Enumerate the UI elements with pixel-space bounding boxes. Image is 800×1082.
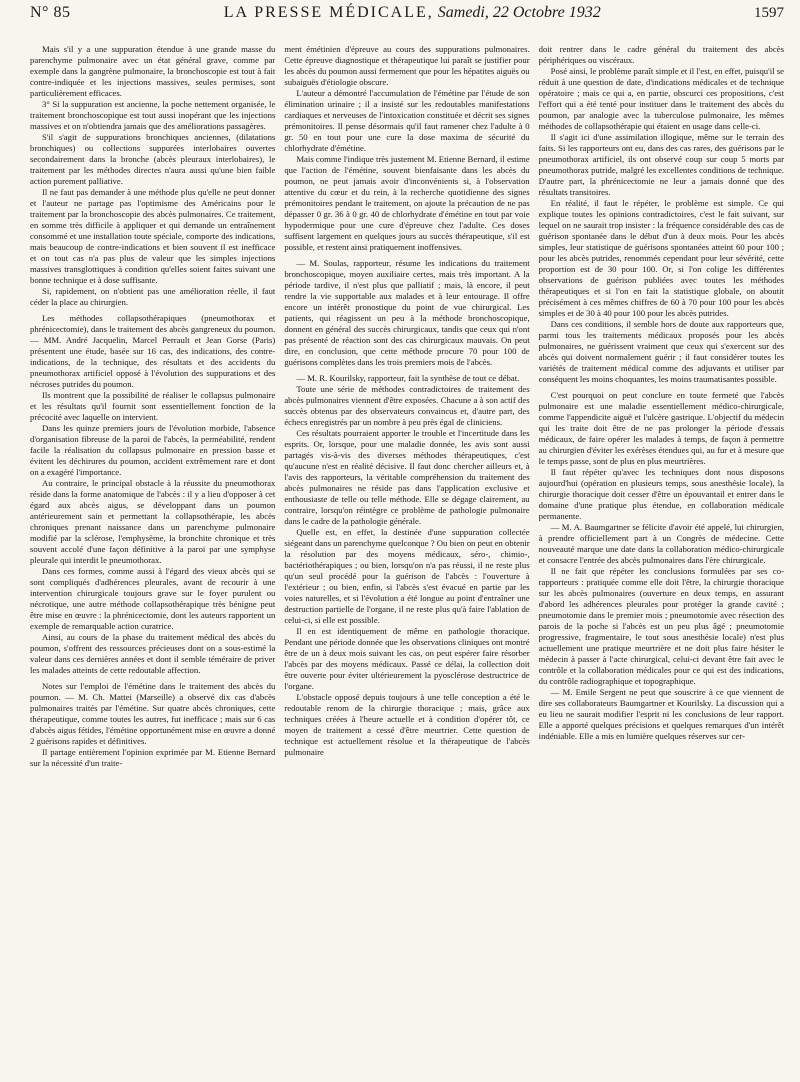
paragraph: Il partage entièrement l'opinion exprimée par M. Etienne Bernard sur la nécessité d'un traite- <box>30 747 276 768</box>
paragraph: ment émétinien d'épreuve au cours des suppurations pulmonaires. Cette épreuve diagnostique et thérapeutique lui paraît se justifier pour les abcès du poumon aussi fermement que pour les hépatites aiguës ou subaiguës d'étiologie obscure. <box>284 44 530 87</box>
paragraph: Notes sur l'emploi de l'émétine dans le traitement des abcès du poumon. — M. Ch. Mattei (Marseille) a observé dix cas d'abcès pulmonaires traités par l'émétine. Sur quatre abcès chroniques, cette thérapeutique, comme toutes les autres, fut inefficace ; mais sur 6 cas d'abcès aigus fétides, l'émétine opportunément mise en œuvre a donné 2 guérisons rapides et définitives. <box>30 681 276 746</box>
paragraph: Posé ainsi, le problème paraît simple et il l'est, en effet, puisqu'il se réduit à une question de date, d'indications médicales et de technique opératoire ; mais ce qui a, en partie, obscurci ces propositions, c'est l'effort qui a été tenté pour instituer dans le traitement des abcès du poumon, par analogie avec la tuberculose pulmonaire, les mêmes méthodes de collapsothérapie qui étaient en usage dans celle-ci. <box>538 66 784 131</box>
paragraph: Il faut répéter qu'avec les techniques dont nous disposons aujourd'hui (opération en plusieurs temps, sous anesthésie locale), la chirurgie thoracique doit cesser d'être un épouvantail et entrer dans le domaine d'une pratique plus étendue, en collaboration médicale permanente. <box>538 467 784 521</box>
paragraph: Il ne faut pas demander à une méthode plus qu'elle ne peut donner et l'auteur ne partage pas l'optimisme des Américains pour le traitement par la bronchoscopie des abcès pulmonaires. Ce traitement, en somme très difficile à appliquer et qui demande un entraînement consommé et une installation toute spéciale, comporte des indications, mais beaucoup de contre-indications et bien souvent il est inefficace et on tout cas n'a pas plus de valeur que les simples injections massives transglottiques à condition qu'elles soient faites suivant une bonne technique et à dose suffisante. <box>30 187 276 285</box>
column-middle <box>284 44 529 1076</box>
paragraph: Dans ces conditions, il semble hors de doute aux rapporteurs que, parmi tous les traitements médicaux proposés pour les abcès pulmonaires, ne guérissent vraiment que ceux qui s'exercent sur des abcès qui doivent normalement guérir ; il faut considérer toutes les variétés de traitement médical comme des adjuvants et utiliser par conséquent les moins choquantes, les moins traumatisantes possible. <box>538 319 784 384</box>
journal-title: LA PRESSE MÉDICALE <box>223 4 428 21</box>
paragraph: — M. R. Kourilsky, rapporteur, fait la synthèse de tout ce débat. <box>296 373 520 383</box>
paragraph: Au contraire, le principal obstacle à la réussite du pneumothorax réside dans la forme anatomique de l'abcès : il y a lieu d'opposer à cet égard aux abcès aigus, se développant dans un poumon antérieurement sain et permettant la collapsothérapie, les abcès chroniques prenant naissance dans un parenchyme pulmonaire modifié par la sclérose, l'emphysème, la bronchite chronique et très souvent accolé d'une façon définitive à la paroi par une symphyse pleurale qui interdit le pneumothorax. <box>30 478 276 565</box>
paragraph: Dans les quinze premiers jours de l'évolution morbide, l'absence d'organisation fibreuse de la paroi de l'abcès, la perméabilité, rendent facile la réalisation du collapsus pulmonaire en pression basse et évitent les déchirures du poumon, accident extrêmement rare et dont on a exagéré l'importance. <box>30 423 276 477</box>
paragraph: Mais comme l'indique très justement M. Etienne Bernard, il estime que l'action de l'émétine, souvent bienfaisante dans les abcès du poumon, ne peut jamais avoir d'inconvénients si, à l'observation attentive du cœur et du rein, à la recherche quotidienne des signes prémonitoires pendant le traitement, on ajoute la précaution de ne pas dépasser 0 gr. 36 à 0 gr. 40 de chlorhydrate d'émétine en tout par voie hypodermique pour une cure d'épreuve chez l'adulte. Ces doses suffisent largement en quelques jours au succès thérapeutique, s'il est possible, et restent ainsi pratiquement inoffensives. <box>284 154 530 252</box>
column-right <box>539 44 784 1076</box>
journal-title-date: LA PRESSE MÉDICALE, Samedi, 22 Octobre 1932 <box>223 4 601 21</box>
paragraph: Dans ces formes, comme aussi à l'égard des vieux abcès qui se sont compliqués d'adhérences pleurales, avant de recourir à une intervention chirurgicale toujours grave sur le foyer purulent ou nécrotique, une autre méthode collapsothérapique très bénigne peut être mise en œuvre : la phrénicectomie, dont les auteurs rapportent un exemple de remarquable action curatrice. <box>30 566 276 631</box>
column-left <box>30 44 275 1076</box>
paragraph: C'est pourquoi on peut conclure en toute fermeté que l'abcès pulmonaire est une maladie essentiellement médico-chirurgicale, comme l'appendicite aiguë et l'ulcère gastrique. L'objectif du médecin qui les traite doit être de ne pas prolonger la période d'essais médicaux, de faire opérer les malades à temps, de façon à permettre au chirurgien d'éviter les exérèses étendues qui, au fur et à mesure que le temps passe, sont de plus en plus meurtrières. <box>538 390 784 466</box>
paragraph: Ainsi, au cours de la phase du traitement médical des abcès du poumon, s'offrent des ressources précieuses dont on a sous-estimé la valeur dans ces dernières années et dont il semble téméraire de priver les malades atteints de cette redoutable affection. <box>30 632 276 675</box>
page-number: 1597 <box>754 5 784 21</box>
paragraph: Mais s'il y a une suppuration étendue à une grande masse du parenchyme pulmonaire avec un état général grave, comme par exemple dans la gangrène pulmonaire, la bronchoscopie est tout à fait contre-indiquée et les injections massives, seules permises, sont particulièrement efficaces. <box>30 44 276 98</box>
paragraph: Quelle est, en effet, la destinée d'une suppuration collectée siégeant dans un parenchyme quelconque ? Ou bien on peut en obtenir la résolution par des moyens médicaux, séro-, chimio-, bactériothérapiques ; ou bien, lorsqu'on n'a pas réussi, il ne reste plus qu'un seul procédé pour la guérison de l'abcès : l'ouverture à l'extérieur ; ou bien, enfin, si l'abcès s'est évacué en partie par les voies naturelles, et si l'évolution a été longue au point d'entraîner une destruction partielle de l'organe, il ne reste plus qu'à faire l'ablation de celui-ci, si elle est possible. <box>284 527 530 625</box>
paragraph: Il ne fait que répéter les conclusions formulées par ses co-rapporteurs : pratiquée comme elle doit l'être, la chirurgie thoracique sur les abcès pulmonaires (ouverture en deux temps, en assurant d'abord les adhérences pleurales pour protéger la grande cavité ; pneumotomie dans le premier mois ; pneumotomie avec résection des parois de la poche si l'abcès est un peu plus âgé ; pneumotomie progressive, fragmentaire, le tout sous anesthésie locale) n'est plus actuellement une pratique meurtrière et ne doit plus faire hésiter le médecin à passer à l'acte chirurgical, celui-ci devant être fait avec le contrôle et la collaboration médicales pour ce qui est des indications, du contrôle radiographique et topographique. <box>538 566 784 686</box>
paragraph: L'auteur a démontré l'accumulation de l'émétine par l'étude de son élimination urinaire ; il a insisté sur les redoutables manifestations cardiaques et nerveuses de l'intoxication constituée et décrit ses signes prémonitoires. Il pense désormais qu'il faut ramener chez l'adulte à 0 gr. 50 en tout pour une cure la dose maxima de sécurité du chlorhydrate d'émétine. <box>284 88 530 153</box>
paragraph: Il s'agit ici d'une assimilation illogique, même sur le terrain des faits. Si les rapporteurs ont eu, dans des cas rares, des guérisons par le pneumothorax artificiel, ils ont observé coup sur coup 5 morts par pneumothorax putride, malgré les excellentes conditions de technique. D'autre part, la phrénicectomie ne leur a jamais donné que des résultats transitoires. <box>538 132 784 197</box>
paragraph: doit rentrer dans le cadre général du traitement des abcès périphériques ou viscéraux. <box>538 44 784 65</box>
paragraph: 3° Si la suppuration est ancienne, la poche nettement organisée, le traitement bronchoscopique est tout aussi inopérant que les injections massives et on n'obtiendra jamais que des améliorations passagères. <box>30 99 276 131</box>
paragraph: Les méthodes collapsothérapiques (pneumothorax et phrénicectomie), dans le traitement des abcès gangreneux du poumon. — MM. André Jacquelin, Marcel Perrault et Jean Gorse (Paris) présentent une étude, basée sur 16 cas, des indications, des contre-indications, de la technique, des résultats et des accidents du pneumothorax artificiel opposé à l'évolution des suppurations et des nécroses putrides du poumon. <box>30 313 276 389</box>
paragraph: Ils montrent que la possibilité de réaliser le collapsus pulmonaire et les résultats qu'il fournit sont essentiellement fonction de la précocité avec laquelle on intervient. <box>30 390 276 422</box>
paragraph: L'obstacle opposé depuis toujours à une telle conception a été le redoutable renom de la chirurgie thoracique ; mais, grâce aux techniques créées à l'heure actuelle et à condition d'opérer tôt, ce moyen de traitement a cessé d'être meurtrier. Cette question de technique est actuellement résolue et la thérapeutique de l'abcès pulmonaire <box>284 692 530 757</box>
issue-date: Samedi, 22 Octobre 1932 <box>437 4 601 21</box>
paragraph: S'il s'agit de suppurations bronchiques anciennes, (dilatations bronchiques) ou collections suppurées interlobaires ouvertes secondairement dans la bronche (abcès pleuraux interlobaires), le traitement par les méthodes directes n'aura aussi qu'une bien faible action purement palliative. <box>30 132 276 186</box>
page-header <box>30 4 784 44</box>
issue-number: N° 85 <box>30 4 71 21</box>
paragraph: Toute une série de méthodes contradictoires de traitement des abcès pulmonaires viennent d'être exposées. Chacune a à son actif des succès obtenus par des observateurs convaincus et, d'autre part, des échecs enregistrés par un nombre à peu près égal de cliniciens. <box>284 384 530 427</box>
paragraph: — M. Soulas, rapporteur, résume les indications du traitement bronchoscopique, moyen auxiliaire certes, mais très important. A la période tardive, il n'est plus que palliatif ; mais, là encore, il peut rendre la vie supportable aux malades et à leur entourage. Il offre encore un intérêt pronostique du point de vue chirurgical. Les patients, qui réagissent un peu à la méthode bronchoscopique, donnent en général des succès chirurgicaux, tandis que ceux qui n'ont pas présenté de réaction sont des cas chirurgicaux mauvais. On peut dire, en conclusion, que cette méthode procure 70 pour 100 de guérisons complètes dans les trois premiers mois de l'abcès. <box>284 258 530 367</box>
paragraph: — M. Emile Sergent ne peut que souscrire à ce que viennent de dire ses collaborateurs Baumgartner et Kourilsky. La discussion qui a eu lieu ne saurait modifier l'esprit ni les conclusions de leur rapport. Elle a apporté quelques précisions et quelques remarques d'un intérêt indéniable. Elle a mis en lumière quelques réserves sur cer- <box>538 687 784 741</box>
paragraph: Si, rapidement, on n'obtient pas une amélioration réelle, il faut céder la place au chirurgien. <box>30 286 276 307</box>
paragraph: Il en est identiquement de même en pathologie thoracique. Pendant une période donnée que les observations cliniques ont montré être de un à deux mois suivant les cas, on peut espérer faire résorber l'abcès par des moyens médicaux. Passé ce délai, la collection doit être ouverte pour éviter ultérieurement la pyosclérose destructrice de l'organe. <box>284 626 530 691</box>
paragraph: En réalité, il faut le répéter, le problème est simple. Ce qui explique toutes les opinions contradictoires, c'est le fait suivant, sur lequel on ne saurait trop insister : la fréquence considérable des cas de guérison spontanée dans le début d'un à deux mois. Pour les abcès simples, leur statistique de guérisons spontanées atteint 60 pour 100 ; pour les abcès putrides, renommés cependant pour leur sévérité, cette proportion est de 30 pour 100. Or, si l'on colige les différentes observations de guérison publiées avec toutes les méthodes thérapeutiques et si l'on en fait la statistique globale, on aboutit précisément à ces mêmes chiffres de 60 à 70 pour 100 pour les abcès simples et de 30 à 40 pour 100 pour les abcès putrides. <box>538 198 784 318</box>
paragraph: — M. A. Baumgartner se félicite d'avoir été appelé, lui chirurgien, à prendre officiellement part à un Congrès de médecine. Cette nouveauté marque une date dans la collaboration médico-chirurgicale et consacre l'entrée des abcès pulmonaires dans l'ère chirurgicale. <box>538 522 784 565</box>
paragraph: Ces résultats pourraient apporter le trouble et l'incertitude dans les esprits. Or, lorsque, pour une maladie donnée, les avis sont aussi partagés vis-à-vis des diverses méthodes thérapeutiques, c'est qu'aucune n'est en réalité décisive. Il faut donc chercher ailleurs et, à l'avis des rapporteurs, la véritable compréhension du traitement des abcès pulmonaires ne réside pas dans l'application exclusive et enthousiaste de telle ou telle méthode. Elle se dégage clairement, au contraire, lorsqu'on réintègre ce problème de pathologie pulmonaire dans le cadre de la pathologie générale. <box>284 428 530 526</box>
text-columns <box>30 44 784 1076</box>
